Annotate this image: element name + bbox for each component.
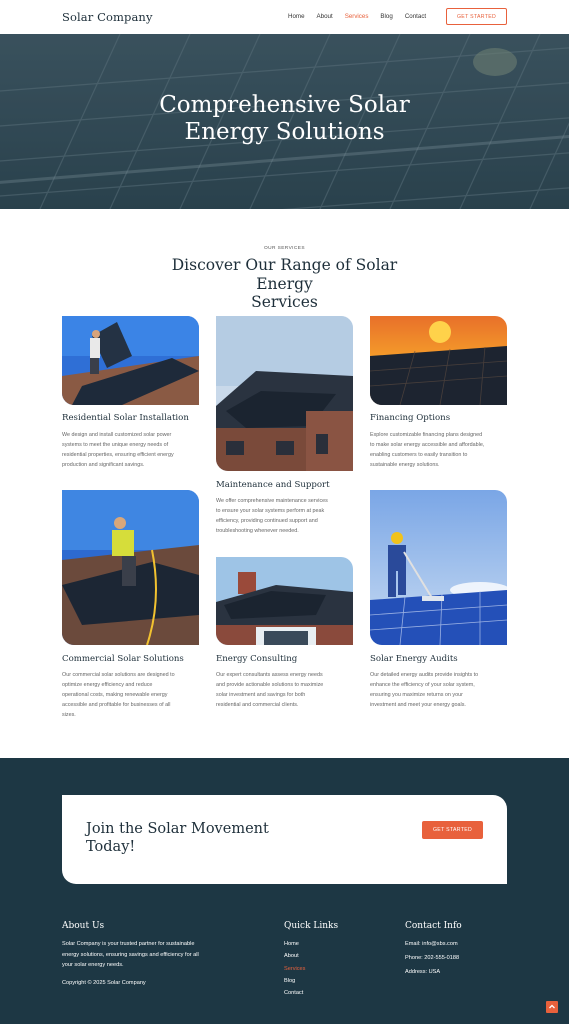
scroll-to-top-button[interactable]	[546, 1001, 558, 1013]
nav-services[interactable]: Services	[344, 13, 369, 20]
hero-banner	[0, 34, 569, 209]
hero-title: Comprehensive Solar Energy Solutions	[159, 92, 410, 145]
arrow-up-icon	[548, 1003, 556, 1011]
cta-title: Join the Solar Movement Today!	[86, 821, 269, 855]
residential-installation-image	[62, 316, 199, 405]
consulting-rooftop-image	[216, 557, 353, 645]
card-desc-residential: We design and install customized solar power systems to meet the unique energy needs of residential properties, ensuring efficient energy production and significant savings.	[62, 432, 174, 468]
site-header	[0, 0, 569, 34]
footer-link-services[interactable]: Services	[284, 966, 306, 972]
footer-address: Address: USA	[405, 969, 441, 975]
footer-email[interactable]: Email: info@sbs.com	[405, 941, 458, 947]
nav-about[interactable]: About	[316, 13, 333, 20]
nav-blog[interactable]: Blog	[380, 13, 393, 20]
cta-get-started-button[interactable]: GET STARTED	[422, 821, 483, 839]
nav-contact[interactable]: Contact	[404, 13, 427, 20]
commercial-installer-image	[62, 490, 199, 645]
card-title-maintenance: Maintenance and Support	[216, 480, 330, 490]
footer-about-heading: About Us	[62, 921, 105, 931]
site-logo[interactable]: Solar Company	[62, 10, 153, 24]
card-desc-financing: Explore customizable financing plans designed to make solar energy accessible and affordable, enabling customers to easily transition to sustainable energy solutions.	[370, 432, 485, 468]
card-desc-maintenance: We offer comprehensive maintenance services to ensure your solar systems perform at peak efficiency, providing continued support and troubleshooting whenever needed.	[216, 498, 328, 534]
card-desc-consulting: Our expert consultants assess energy needs and provide actionable solutions to maximize solar investment and savings for both residential and commercial clients.	[216, 672, 324, 708]
main-nav	[288, 13, 438, 20]
card-title-audits: Solar Energy Audits	[370, 654, 458, 664]
footer-link-blog[interactable]: Blog	[284, 978, 296, 984]
footer-about-text: Solar Company is your trusted partner for sustainable energy solutions, ensuring savings and efficiency for all your solar energy needs.	[62, 941, 199, 968]
footer-link-contact[interactable]: Contact	[284, 990, 304, 996]
footer-phone[interactable]: Phone: 202-555-0188	[405, 955, 460, 961]
services-title: Discover Our Range of Solar Energy Services	[171, 256, 398, 311]
audits-cleaning-panels-image	[370, 490, 507, 645]
services-eyebrow: OUR SERVICES	[264, 246, 305, 251]
card-title-financing: Financing Options	[370, 413, 451, 423]
footer-contact-heading: Contact Info	[405, 921, 462, 931]
get-started-button[interactable]: GET STARTED	[446, 8, 507, 25]
footer-links-heading: Quick Links	[284, 921, 339, 931]
maintenance-house-image	[216, 316, 353, 471]
card-title-commercial: Commercial Solar Solutions	[62, 654, 184, 664]
financing-sunset-image	[370, 316, 507, 405]
footer-link-about[interactable]: About	[284, 953, 299, 959]
nav-home[interactable]: Home	[288, 13, 305, 20]
card-title-residential: Residential Solar Installation	[62, 413, 189, 423]
footer-copyright: Copyright © 2025 Solar Company	[62, 980, 146, 986]
card-desc-audits: Our detailed energy audits provide insights to enhance the efficiency of your solar system, ensuring you maximize returns on your investment and meet your energy goals.	[370, 672, 479, 708]
card-desc-commercial: Our commercial solar solutions are designed to optimize energy efficiency and reduce operational costs, making renewable energy accessible and profitable for businesses of all sizes.	[62, 672, 175, 718]
card-title-consulting: Energy Consulting	[216, 654, 298, 664]
footer-link-home[interactable]: Home	[284, 941, 299, 947]
